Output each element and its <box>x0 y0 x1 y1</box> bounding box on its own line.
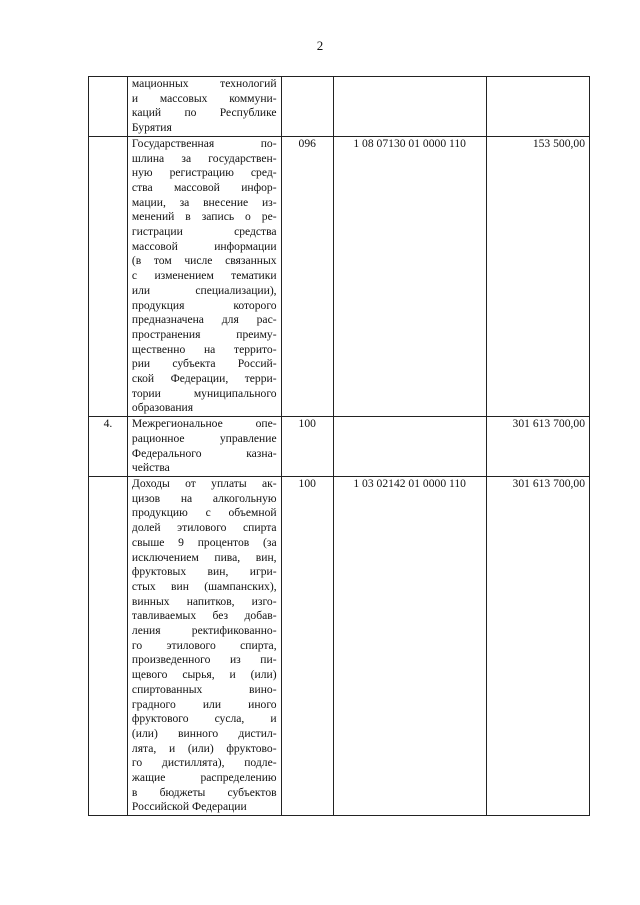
row-kbk-cell <box>333 417 486 477</box>
name-line: го этилового спирта, <box>131 638 277 652</box>
name-line: рии субъекта Россий- <box>131 357 277 371</box>
name-line: долей этилового спирта <box>131 521 277 535</box>
name-line: мационных технологий <box>131 77 277 90</box>
row-name-cell <box>127 417 281 477</box>
name-line: жащие распределению <box>131 771 277 785</box>
name-line: Межрегиональное опе- <box>131 417 277 431</box>
table-row <box>89 136 590 416</box>
name-line: образования <box>131 401 194 415</box>
name-line: го дистиллята), подле- <box>131 756 277 770</box>
name-line: фруктового сусла, и <box>131 712 277 726</box>
name-line: лята, и (или) фруктово- <box>131 741 277 755</box>
name-line: каций по Республике <box>131 106 277 120</box>
name-line: (или) винного дистил- <box>131 726 277 740</box>
name-line: (в том числе связанных <box>131 254 277 268</box>
name-line: ную регистрацию сред- <box>131 166 277 180</box>
name-line: спиртованных вино- <box>131 682 277 696</box>
name-line: в бюджеты субъектов <box>131 785 277 799</box>
name-line: фруктовых вин, игри- <box>131 565 277 579</box>
name-line: свыше 9 процентов (за <box>131 535 277 549</box>
name-line: тории муниципального <box>131 386 277 400</box>
row-number-cell: 4. <box>89 417 128 477</box>
row-number-cell <box>89 136 128 416</box>
revenue-table-body <box>89 77 590 816</box>
row-code-cell: 100 <box>281 417 333 477</box>
name-line: ства массовой инфор- <box>131 180 277 194</box>
name-line: предназначена для рас- <box>131 313 277 327</box>
name-line: градного или иного <box>131 697 277 711</box>
name-line: рационное управление <box>131 431 277 445</box>
name-line: чейства <box>131 461 170 475</box>
name-line: ской Федерации, терри- <box>131 372 277 386</box>
row-sum-cell: 153 500,00 <box>486 136 590 416</box>
row-sum-cell: 301 613 700,00 <box>486 476 590 815</box>
name-line: щевого сырья, и (или) <box>131 668 277 682</box>
name-line: цизов на алкогольную <box>131 491 277 505</box>
row-name-cell <box>127 136 281 416</box>
name-line: исключением пива, вин, <box>131 550 277 564</box>
revenue-table <box>88 76 590 816</box>
row-kbk-cell <box>333 77 486 137</box>
name-line: с изменением тематики <box>131 269 277 283</box>
row-number-cell <box>89 476 128 815</box>
row-code-cell: 100 <box>281 476 333 815</box>
row-sum-cell: 301 613 700,00 <box>486 417 590 477</box>
page-number: 2 <box>316 38 324 53</box>
row-name-cell <box>127 77 281 137</box>
name-line: Государственная по- <box>131 136 277 150</box>
row-code-cell <box>281 77 333 137</box>
name-line: продукция которого <box>131 298 277 312</box>
row-code-cell: 096 <box>281 136 333 416</box>
name-line: пространения преиму- <box>131 327 277 341</box>
name-line: Бурятия <box>131 121 172 135</box>
name-line: тавливаемых без добав- <box>131 609 277 623</box>
name-line: винных напитков, изго- <box>131 594 277 608</box>
table-row <box>89 77 590 137</box>
row-kbk-cell: 1 03 02142 01 0000 110 <box>333 476 486 815</box>
name-line: ления ректификованно- <box>131 624 277 638</box>
name-line: гистрации средства <box>131 225 277 239</box>
row-name-cell <box>127 476 281 815</box>
row-sum-cell <box>486 77 590 137</box>
name-line: менений в запись о ре- <box>131 210 277 224</box>
name-line: стых вин (шампанских), <box>131 579 277 593</box>
name-line: мации, за внесение из- <box>131 195 277 209</box>
name-line: Федерального казна- <box>131 446 277 460</box>
name-line: шлина за государствен- <box>131 151 277 165</box>
name-line: продукцию с объемной <box>131 506 277 520</box>
name-line: Доходы от уплаты ак- <box>131 476 277 490</box>
row-kbk-cell: 1 08 07130 01 0000 110 <box>333 136 486 416</box>
name-line: щественно на террито- <box>131 342 277 356</box>
row-number-cell <box>89 77 128 137</box>
name-line: или специализации), <box>131 283 277 297</box>
name-line: Российской Федерации <box>131 800 247 814</box>
table-row <box>89 417 590 477</box>
name-line: произведенного из пи- <box>131 653 277 667</box>
name-line: массовой информации <box>131 239 277 253</box>
name-line: и массовых коммуни- <box>131 91 277 105</box>
table-row <box>89 476 590 815</box>
